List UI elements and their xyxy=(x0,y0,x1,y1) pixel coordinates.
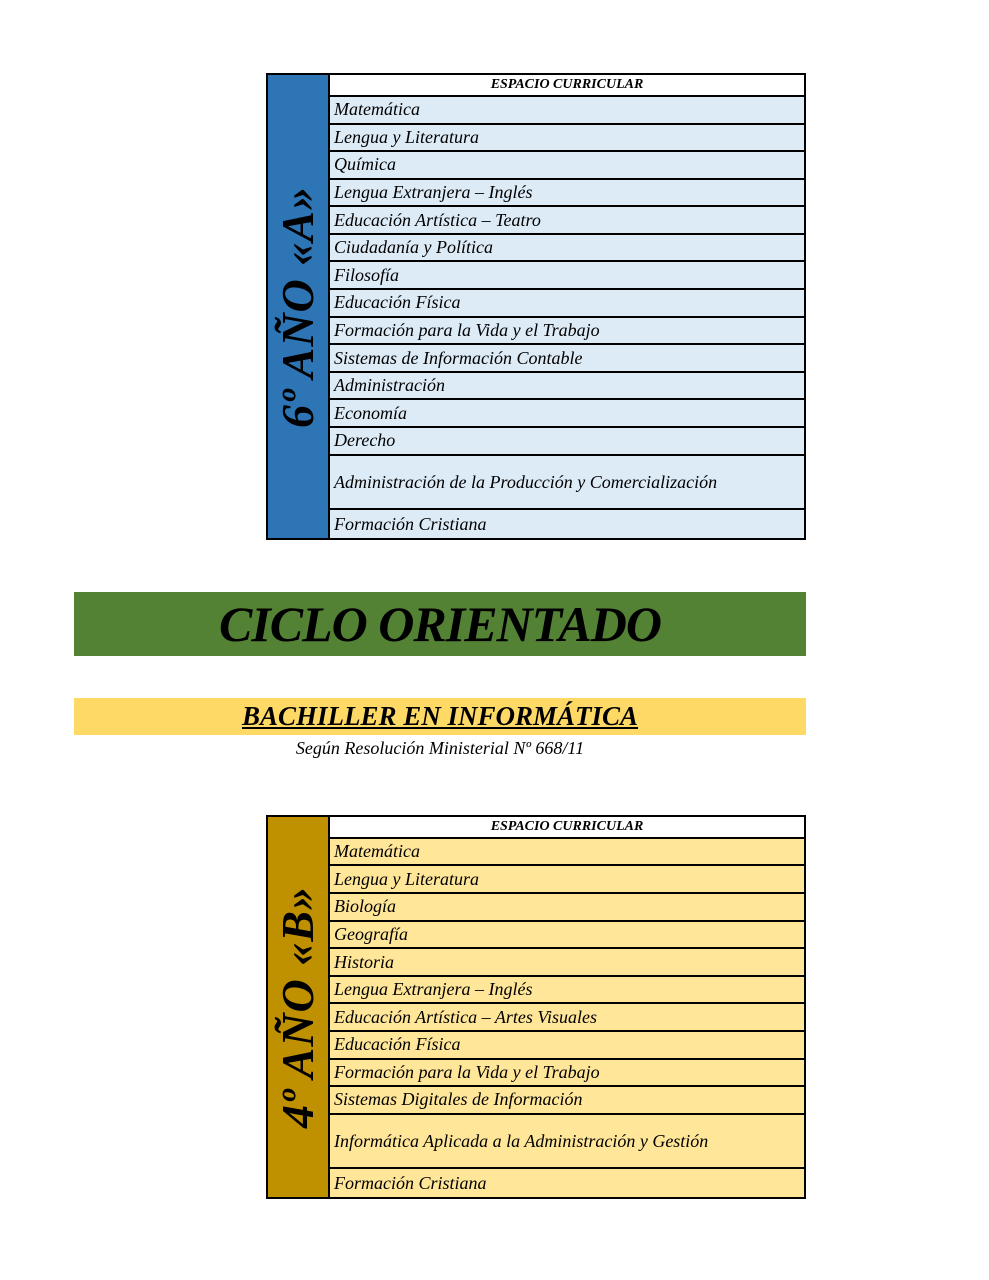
subject-row: Educación Física xyxy=(330,1032,804,1060)
subject-row: Lengua Extranjera – Inglés xyxy=(330,180,804,208)
subject-row: Lengua y Literatura xyxy=(330,125,804,153)
year-label-cell xyxy=(268,75,330,538)
subject-row: Formación Cristiana xyxy=(330,510,804,538)
subject-row: Educación Física xyxy=(330,290,804,318)
subject-row: Derecho xyxy=(330,428,804,456)
year-label: 6º AÑO «A» xyxy=(272,185,323,428)
subject-row: Lengua Extranjera – Inglés xyxy=(330,977,804,1005)
subject-row: Historia xyxy=(330,949,804,977)
subject-list xyxy=(330,75,804,538)
subject-row: Matemática xyxy=(330,97,804,125)
curriculum-table-6a xyxy=(266,73,806,540)
subject-row: Sistemas Digitales de Información xyxy=(330,1087,804,1115)
year-label-cell xyxy=(268,817,330,1197)
subject-row: Administración de la Producción y Comercialización xyxy=(330,456,804,511)
subject-row: Sistemas de Información Contable xyxy=(330,345,804,373)
subject-row: Economía xyxy=(330,400,804,428)
subject-row: Ciudadanía y Política xyxy=(330,235,804,263)
subject-row: Formación Cristiana xyxy=(330,1169,804,1197)
subject-row: Biología xyxy=(330,894,804,922)
ciclo-orientado-banner: CICLO ORIENTADO xyxy=(74,592,806,656)
subject-row: Formación para la Vida y el Trabajo xyxy=(330,318,804,346)
bachiller-banner: BACHILLER EN INFORMÁTICA xyxy=(74,698,806,735)
column-header: ESPACIO CURRICULAR xyxy=(330,75,804,97)
subject-row: Formación para la Vida y el Trabajo xyxy=(330,1060,804,1088)
column-header: ESPACIO CURRICULAR xyxy=(330,817,804,839)
subject-row: Educación Artística – Artes Visuales xyxy=(330,1004,804,1032)
subject-row: Administración xyxy=(330,373,804,401)
subject-row: Filosofía xyxy=(330,262,804,290)
resolution-note: Según Resolución Ministerial Nº 668/11 xyxy=(295,738,585,758)
subject-row: Química xyxy=(330,152,804,180)
subject-row: Lengua y Literatura xyxy=(330,866,804,894)
subject-list xyxy=(330,817,804,1197)
subject-row: Informática Aplicada a la Administración y Gestión xyxy=(330,1115,804,1170)
subject-row: Matemática xyxy=(330,839,804,867)
subject-row: Educación Artística – Teatro xyxy=(330,207,804,235)
year-label: 4º AÑO «B» xyxy=(272,886,323,1128)
subject-row: Geografía xyxy=(330,922,804,950)
curriculum-table-4b xyxy=(266,815,806,1199)
